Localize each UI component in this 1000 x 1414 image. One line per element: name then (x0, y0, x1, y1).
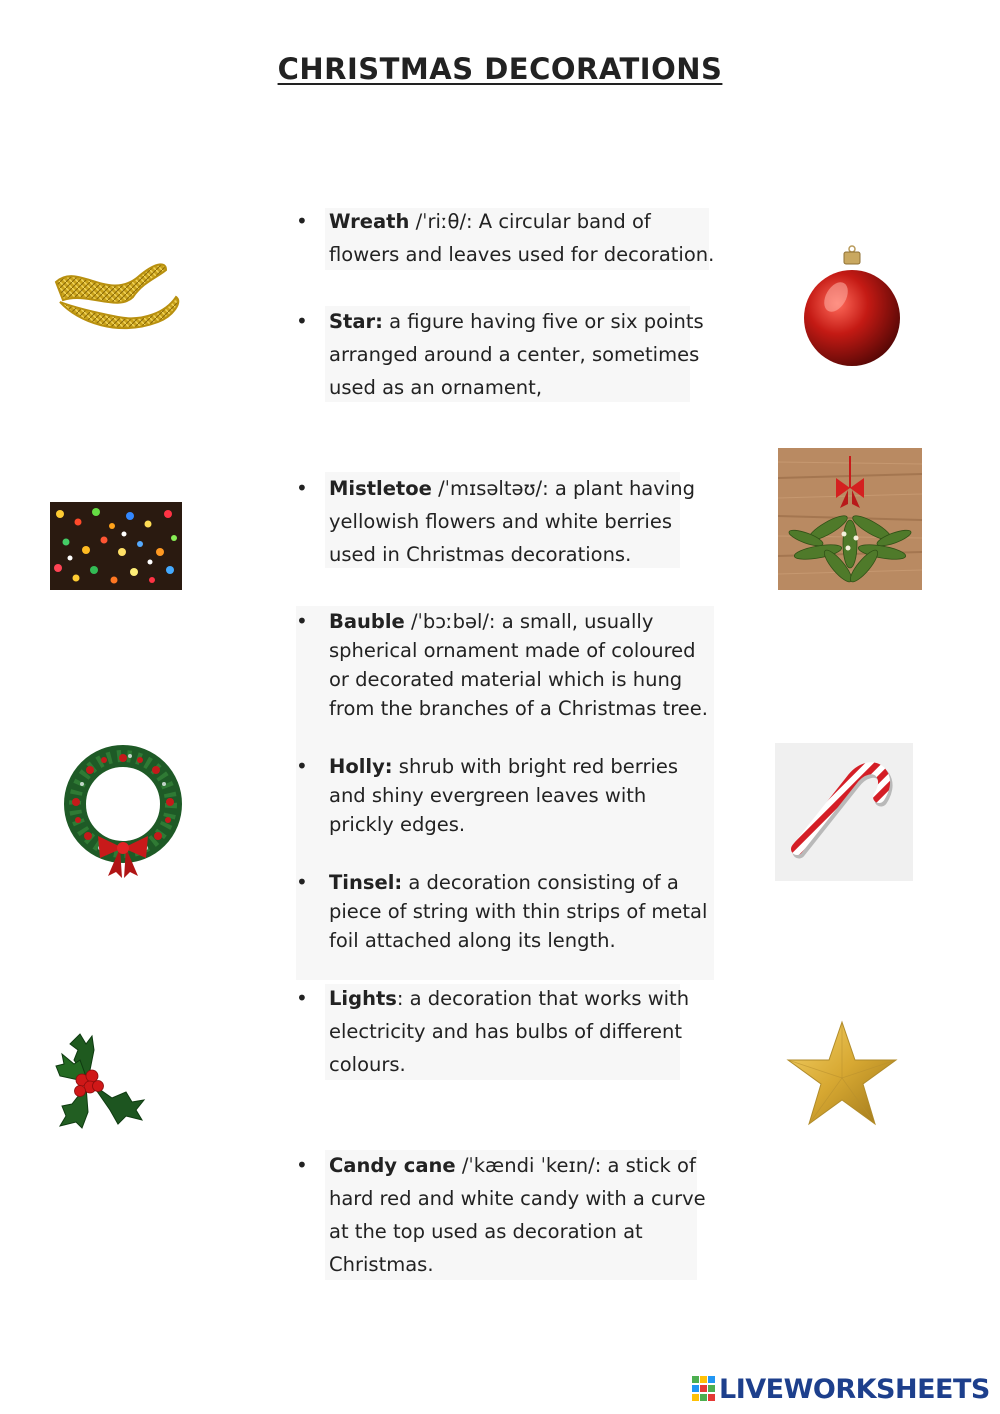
list-item (296, 472, 716, 571)
list-item (296, 607, 716, 723)
bullet-icon: • (296, 609, 308, 633)
bullet-icon: • (296, 209, 308, 233)
bullet-icon: • (296, 754, 308, 778)
term: Holly: (329, 755, 393, 778)
logo-icon (692, 1376, 716, 1402)
bullet-icon: • (296, 476, 308, 500)
term: Star: (329, 310, 383, 333)
wreath-image (60, 740, 186, 880)
list-item (296, 868, 716, 955)
definition: a figure having five or six points arranged around a center, sometimes used as an ornament, (329, 310, 704, 399)
term: Bauble (329, 610, 405, 633)
term: Candy cane (329, 1154, 456, 1177)
page-title: CHRISTMAS DECORATIONS (277, 52, 723, 86)
list-item (296, 982, 716, 1081)
definition: shrub with bright red berries and shiny evergreen leaves with prickly edges. (329, 755, 679, 836)
definition: /ˈkændi ˈkeɪn/: a stick of hard red and white candy with a curve at the top used as decoration at Christmas. (329, 1154, 706, 1276)
term: Mistletoe (329, 477, 432, 500)
mistletoe-image (778, 448, 922, 590)
list-item (296, 205, 716, 271)
term: Tinsel: (329, 871, 403, 894)
list-item (296, 305, 716, 404)
bullet-icon: • (296, 309, 308, 333)
definition: /ˈbɔːbəl/: a small, usually spherical ornament made of coloured or decorated material which is hung from the branches of a Christmas tree. (329, 610, 709, 720)
list-item (296, 1149, 716, 1281)
brand-name: LIVEWORKSHEETS (719, 1373, 990, 1405)
definition: /ˈriːθ/: A circular band of flowers and leaves used for decoration. (329, 210, 715, 266)
bullet-icon: • (296, 986, 308, 1010)
candy-cane-image (775, 743, 913, 881)
definition: : a decoration that works with electricity and has bulbs of different colours. (329, 987, 690, 1076)
bullet-icon: • (296, 1153, 308, 1177)
list-item (296, 752, 716, 839)
star-image (786, 1020, 898, 1130)
bullet-icon: • (296, 870, 308, 894)
tinsel-image (48, 252, 188, 350)
definition: a decoration consisting of a piece of string with thin strips of metal foil attached along its length. (329, 871, 708, 952)
definition: /ˈmɪsəltəʊ/: a plant having yellowish flowers and white berries used in Christmas decorations. (329, 477, 695, 566)
term: Wreath (329, 210, 410, 233)
lights-image (50, 502, 182, 590)
holly-image (52, 1030, 148, 1130)
bauble-image (800, 245, 904, 369)
term: Lights (329, 987, 397, 1010)
liveworksheets-logo (692, 1374, 990, 1404)
